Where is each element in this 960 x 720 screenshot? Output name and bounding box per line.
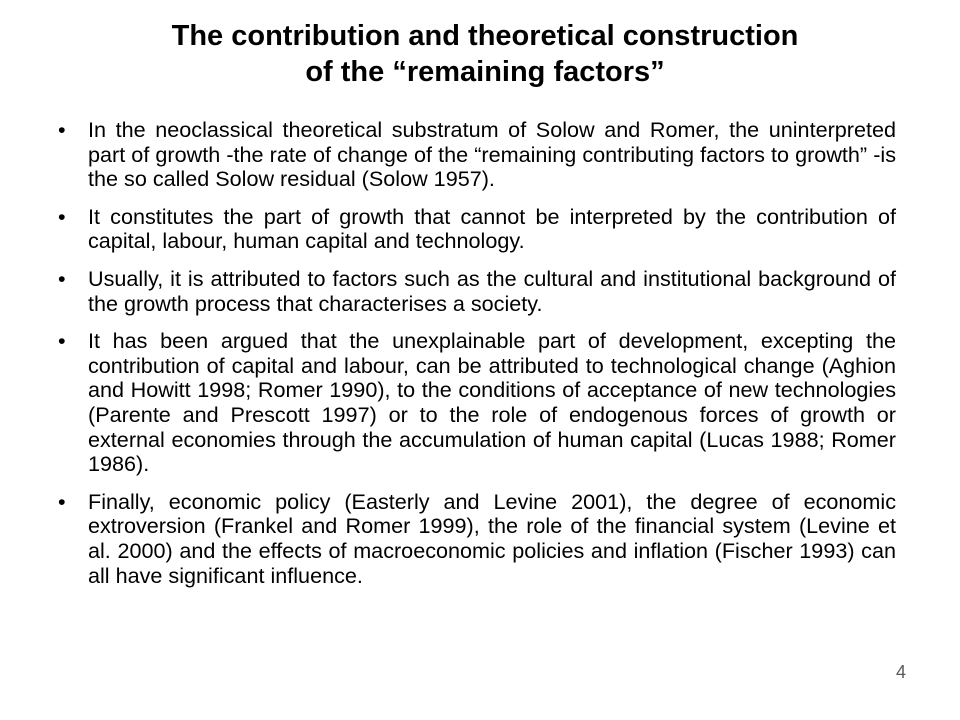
bullet-marker: • (58, 488, 66, 514)
title-line-1: The contribution and theoretical construction (171, 20, 799, 52)
bullet-marker: • (58, 203, 66, 229)
bullet-list (48, 118, 896, 601)
bullet-text: Usually, it is attributed to factors such as the cultural and institutional background of the growth process that characterises a society. (88, 265, 896, 316)
bullet-text: In the neoclassical theoretical substratum of Solow and Romer, the uninterpreted part of growth -the rate of change of the “remaining contributing factors to growth” -is the so called Solow residual (Solow 1957). (88, 117, 896, 192)
bullet-item (48, 267, 896, 316)
bullet-marker: • (58, 117, 66, 142)
bullet-item (48, 490, 896, 588)
bullet-text: Finally, economic policy (Easterly and Levine 2001), the degree of economic extroversion (Frankel and Romer 1999), the role of the financial system (Levine et al. 2000) and the effects of macroeconomic policies and inflation (Fischer 1993) can all have significant influence. (88, 488, 896, 588)
bullet-text: It constitutes the part of growth that cannot be interpreted by the contribution of capital, labour, human capital and technology. (88, 203, 896, 254)
bullet-marker: • (58, 328, 66, 354)
bullet-item (48, 329, 896, 477)
slide-title (40, 18, 930, 90)
bullet-marker: • (58, 265, 66, 291)
title-line-2: of the “remaining factors” (305, 56, 665, 88)
page-number: 4 (895, 662, 906, 682)
bullet-item (48, 205, 896, 254)
bullet-item (48, 118, 896, 192)
bullet-text: It has been argued that the unexplainable part of development, excepting the contribution of capital and labour, can be attributed to technological change (Aghion and Howitt 1998; Romer 1990), to the conditions of acceptance of new technologies (Parente and Prescott 1997) or to the role of endogenous forces of growth or external economies through the accumulation of human capital (Lucas 1988; Romer 1986). (88, 328, 896, 477)
